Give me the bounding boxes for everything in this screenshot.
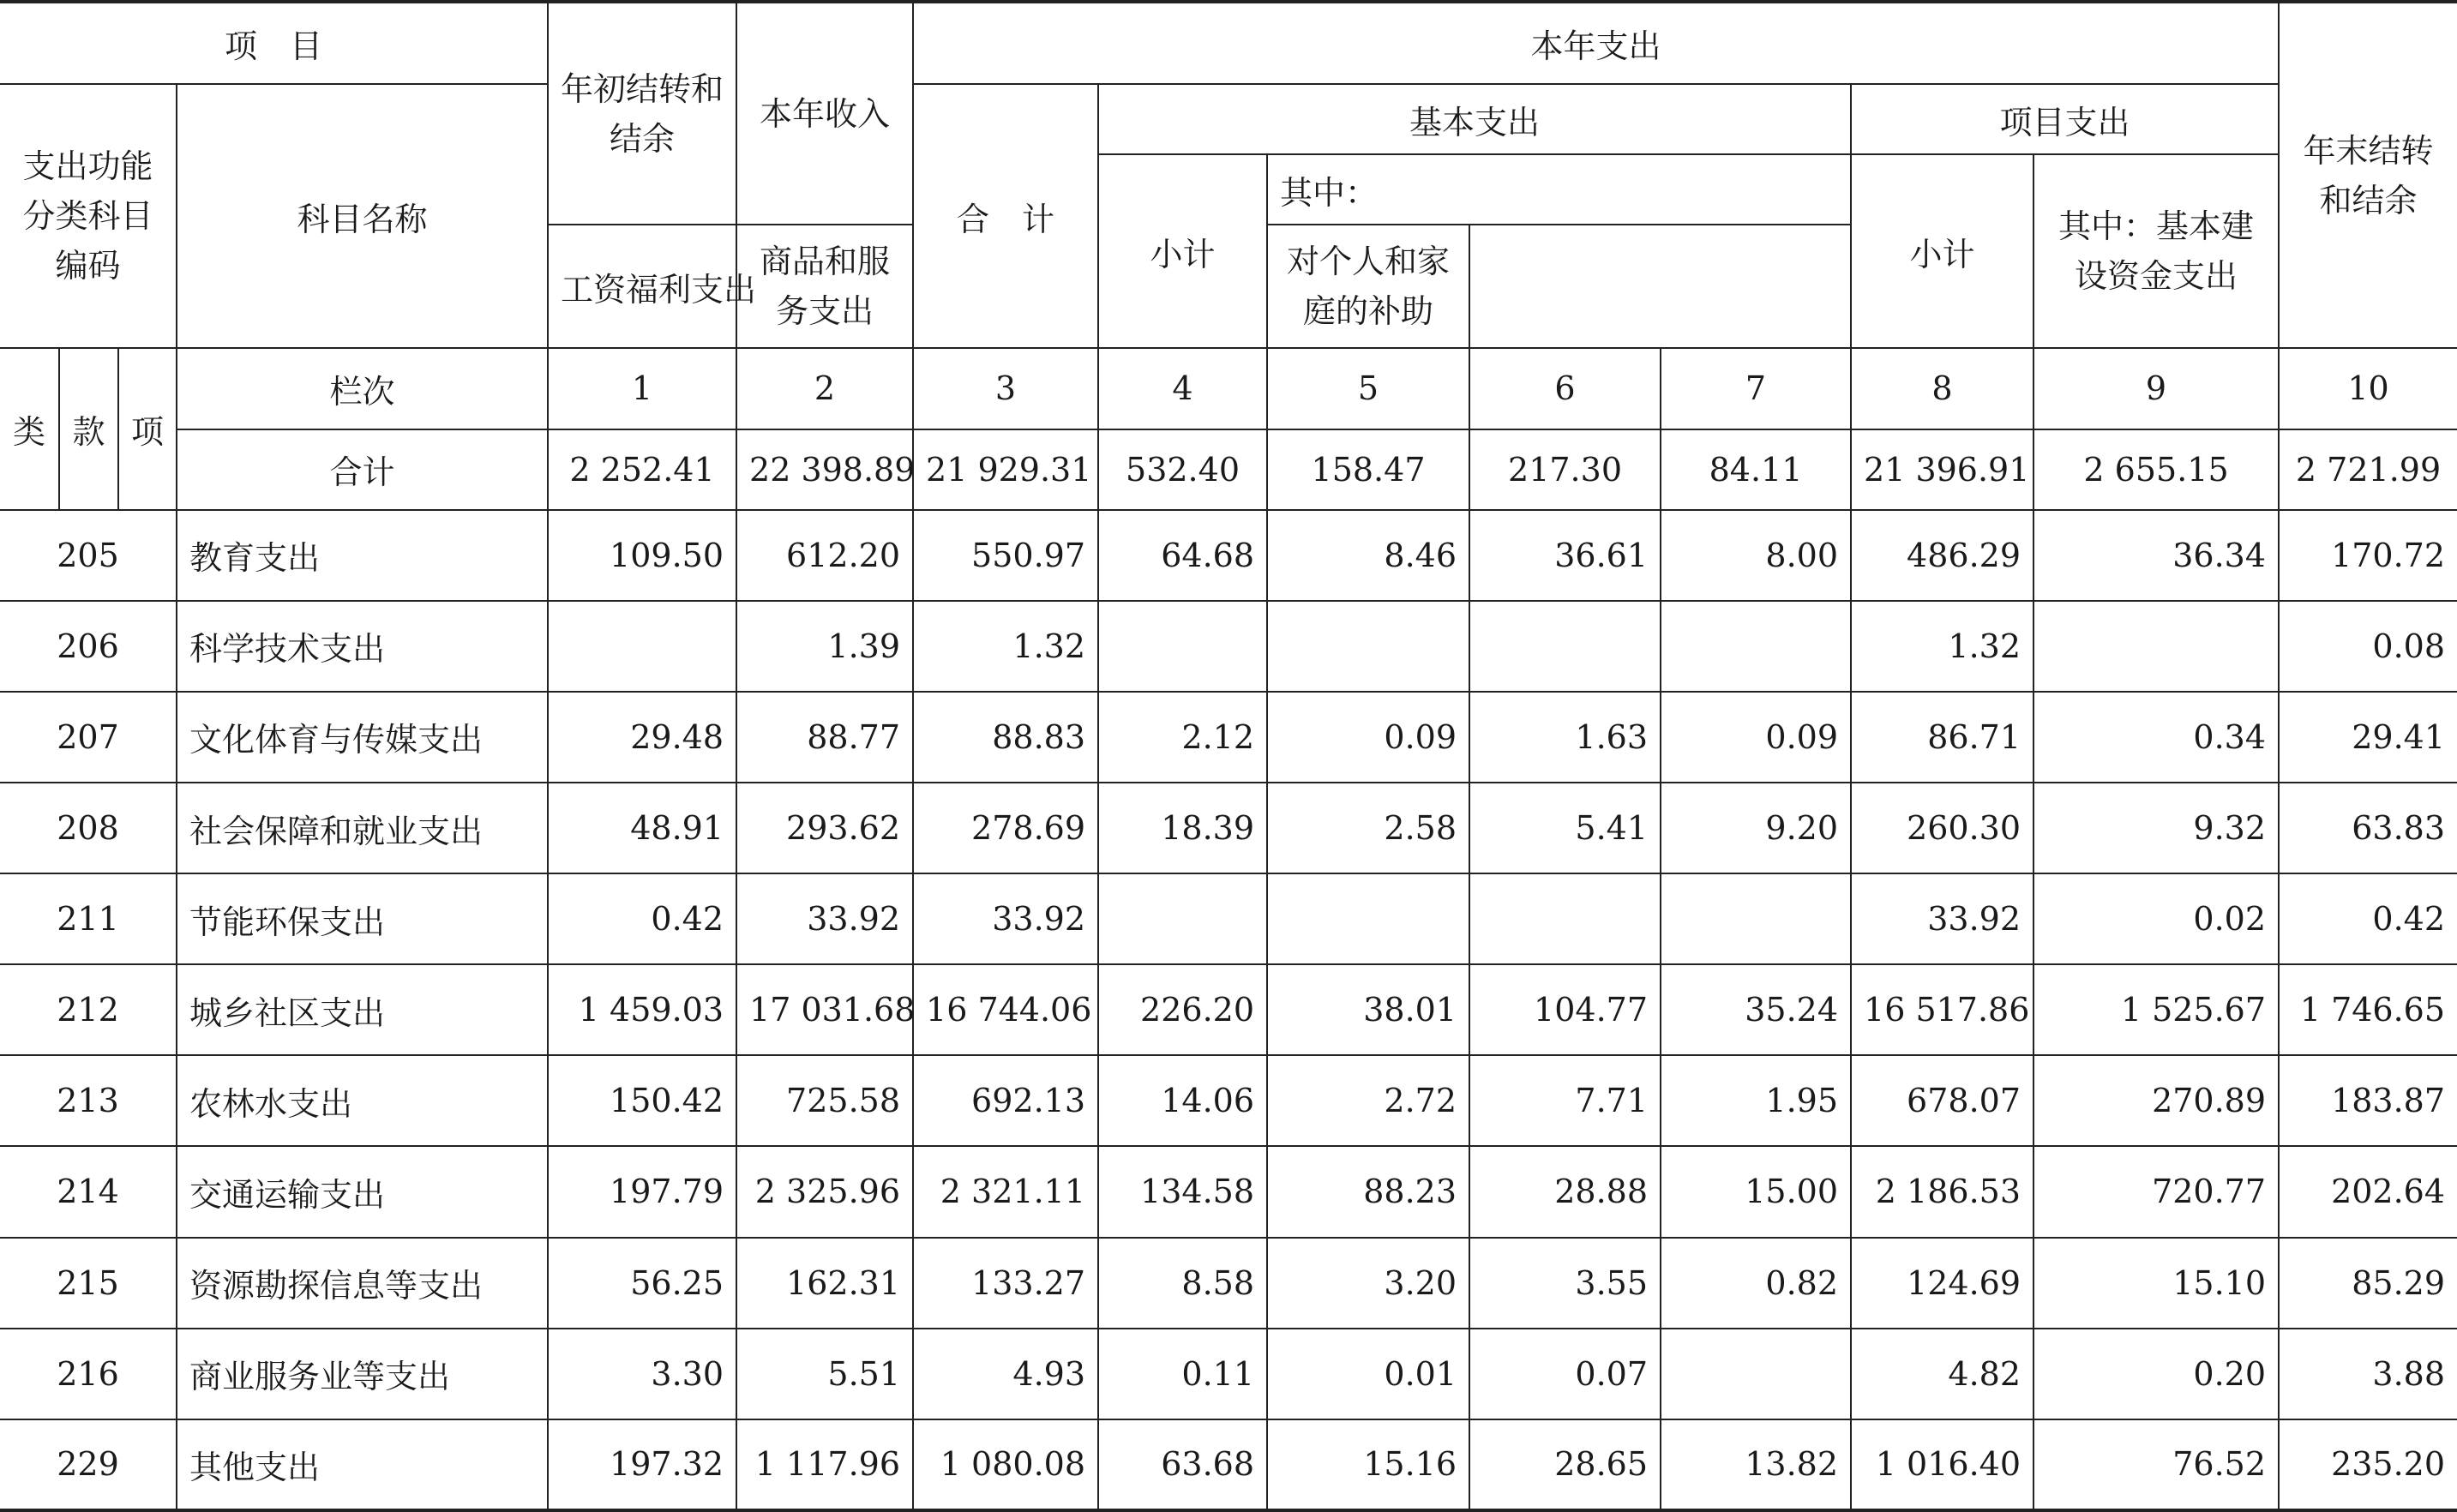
row-value: [1661, 873, 1851, 964]
row-value: 8.58: [1098, 1238, 1267, 1329]
header-column-index: 栏次: [177, 348, 548, 429]
row-code: 208: [0, 783, 177, 873]
total-value: 217.30: [1469, 429, 1661, 510]
table-row: [0, 964, 2457, 1055]
row-value: 162.31: [736, 1238, 913, 1329]
row-value: 5.41: [1469, 783, 1661, 873]
row-value: 28.65: [1469, 1419, 1661, 1510]
header-goods-services: 商品和服务支出: [736, 225, 913, 348]
header-current-income: 本年收入: [736, 2, 913, 225]
row-value: 692.13: [913, 1055, 1098, 1146]
row-value: 202.64: [2279, 1146, 2457, 1237]
row-value: [1469, 873, 1661, 964]
table-row: [0, 783, 2457, 873]
row-value: 9.20: [1661, 783, 1851, 873]
row-value: 14.06: [1098, 1055, 1267, 1146]
column-number: 7: [1661, 348, 1851, 429]
row-value: 720.77: [2033, 1146, 2279, 1237]
row-value: 9.32: [2033, 783, 2279, 873]
header-current-expense: 本年支出: [913, 2, 2279, 84]
row-value: 1 080.08: [913, 1419, 1098, 1510]
table-row: [0, 1146, 2457, 1237]
row-value: 4.82: [1851, 1329, 2033, 1419]
row-code: 211: [0, 873, 177, 964]
row-name: 农林水支出: [177, 1055, 548, 1146]
row-value: 28.88: [1469, 1146, 1661, 1237]
row-value: 0.34: [2033, 692, 2279, 783]
row-value: 16 744.06: [913, 964, 1098, 1055]
row-value: 678.07: [1851, 1055, 2033, 1146]
row-value: 109.50: [548, 510, 736, 601]
row-value: 0.42: [548, 873, 736, 964]
row-name: 城乡社区支出: [177, 964, 548, 1055]
column-number: 8: [1851, 348, 2033, 429]
row-value: 0.11: [1098, 1329, 1267, 1419]
row-value: 0.20: [2033, 1329, 2279, 1419]
row-value: 7.71: [1469, 1055, 1661, 1146]
header-class: 类: [0, 348, 59, 509]
row-value: 33.92: [913, 873, 1098, 964]
row-value: 124.69: [1851, 1238, 2033, 1329]
row-value: 0.09: [1661, 692, 1851, 783]
row-value: 85.29: [2279, 1238, 2457, 1329]
row-value: 2.58: [1267, 783, 1469, 873]
header-opening-balance: 年初结转和结余: [548, 2, 736, 225]
row-value: 33.92: [1851, 873, 2033, 964]
row-value: 16 517.86: [1851, 964, 2033, 1055]
table-row: [0, 692, 2457, 783]
row-code: 206: [0, 601, 177, 692]
column-number: 3: [913, 348, 1098, 429]
row-value: 260.30: [1851, 783, 2033, 873]
row-value: 88.77: [736, 692, 913, 783]
total-label: 合计: [177, 429, 548, 510]
row-value: 64.68: [1098, 510, 1267, 601]
row-value: [1267, 601, 1469, 692]
row-value: 2 321.11: [913, 1146, 1098, 1237]
total-value: 158.47: [1267, 429, 1469, 510]
row-value: 183.87: [2279, 1055, 2457, 1146]
row-value: 88.23: [1267, 1146, 1469, 1237]
row-value: 0.01: [1267, 1329, 1469, 1419]
row-value: 1.39: [736, 601, 913, 692]
row-value: 170.72: [2279, 510, 2457, 601]
row-value: 13.82: [1661, 1419, 1851, 1510]
row-value: 29.41: [2279, 692, 2457, 783]
row-value: 1.95: [1661, 1055, 1851, 1146]
table-row: [0, 1238, 2457, 1329]
row-name: 节能环保支出: [177, 873, 548, 964]
total-value: 21 929.31: [913, 429, 1098, 510]
row-name: 社会保障和就业支出: [177, 783, 548, 873]
row-value: 3.55: [1469, 1238, 1661, 1329]
row-value: 48.91: [548, 783, 736, 873]
header-salary: 工资福利支出: [548, 225, 736, 348]
row-value: 15.16: [1267, 1419, 1469, 1510]
row-value: 56.25: [548, 1238, 736, 1329]
row-name: 文化体育与传媒支出: [177, 692, 548, 783]
row-value: 104.77: [1469, 964, 1661, 1055]
header-capital-construction: 其中：基本建设资金支出: [2033, 154, 2279, 348]
total-value: 532.40: [1098, 429, 1267, 510]
row-value: 0.82: [1661, 1238, 1851, 1329]
header-of-which: 其中：: [1267, 154, 1851, 225]
column-index-row: [0, 348, 2457, 429]
row-value: 1 459.03: [548, 964, 736, 1055]
column-number: 6: [1469, 348, 1661, 429]
row-value: 5.51: [736, 1329, 913, 1419]
row-code: 214: [0, 1146, 177, 1237]
header-row-1: [0, 2, 2457, 84]
row-value: 1 746.65: [2279, 964, 2457, 1055]
row-value: 293.62: [736, 783, 913, 873]
row-value: 88.83: [913, 692, 1098, 783]
row-value: 1.32: [913, 601, 1098, 692]
row-value: 270.89: [2033, 1055, 2279, 1146]
column-number: 9: [2033, 348, 2279, 429]
row-code: 207: [0, 692, 177, 783]
row-value: 612.20: [736, 510, 913, 601]
row-value: 0.02: [2033, 873, 2279, 964]
row-value: 29.48: [548, 692, 736, 783]
row-value: [1661, 601, 1851, 692]
row-code: 213: [0, 1055, 177, 1146]
row-name: 其他支出: [177, 1419, 548, 1510]
header-project-expense: 项目支出: [1851, 84, 2279, 154]
row-value: 18.39: [1098, 783, 1267, 873]
total-value: 21 396.91: [1851, 429, 2033, 510]
row-value: 36.61: [1469, 510, 1661, 601]
total-value: 2 721.99: [2279, 429, 2457, 510]
row-value: 1 525.67: [2033, 964, 2279, 1055]
row-value: [1661, 1329, 1851, 1419]
row-value: 278.69: [913, 783, 1098, 873]
row-value: [1267, 873, 1469, 964]
table-row: [0, 601, 2457, 692]
column-number: 10: [2279, 348, 2457, 429]
row-name: 商业服务业等支出: [177, 1329, 548, 1419]
row-name: 交通运输支出: [177, 1146, 548, 1237]
row-value: 235.20: [2279, 1419, 2457, 1510]
row-value: 1 016.40: [1851, 1419, 2033, 1510]
total-value: 2 655.15: [2033, 429, 2279, 510]
row-value: 486.29: [1851, 510, 2033, 601]
row-value: 226.20: [1098, 964, 1267, 1055]
total-value: 2 252.41: [548, 429, 736, 510]
header-total: 合 计: [913, 84, 1098, 348]
row-value: 134.58: [1098, 1146, 1267, 1237]
row-value: [548, 601, 736, 692]
row-name: 资源勘探信息等支出: [177, 1238, 548, 1329]
row-value: 63.83: [2279, 783, 2457, 873]
column-number: 5: [1267, 348, 1469, 429]
row-value: 2.72: [1267, 1055, 1469, 1146]
header-basic-expense: 基本支出: [1098, 84, 1851, 154]
row-value: 15.10: [2033, 1238, 2279, 1329]
row-value: 2.12: [1098, 692, 1267, 783]
table-row: [0, 1419, 2457, 1510]
row-value: 8.46: [1267, 510, 1469, 601]
row-value: 0.07: [1469, 1329, 1661, 1419]
total-value: 22 398.89: [736, 429, 913, 510]
row-value: 197.79: [548, 1146, 736, 1237]
row-value: 0.08: [2279, 601, 2457, 692]
row-value: 4.93: [913, 1329, 1098, 1419]
row-value: 0.09: [1267, 692, 1469, 783]
row-value: 1.32: [1851, 601, 2033, 692]
row-code: 205: [0, 510, 177, 601]
header-func-code: 支出功能分类科目编码: [0, 84, 177, 348]
row-value: 133.27: [913, 1238, 1098, 1329]
row-value: 3.20: [1267, 1238, 1469, 1329]
row-value: 33.92: [736, 873, 913, 964]
row-value: 86.71: [1851, 692, 2033, 783]
row-value: 197.32: [548, 1419, 736, 1510]
header-item: 项 目: [0, 2, 548, 84]
row-value: 36.34: [2033, 510, 2279, 601]
header-basic-subtotal: 小计: [1098, 154, 1267, 348]
row-value: [1098, 873, 1267, 964]
column-number: 4: [1098, 348, 1267, 429]
row-value: 150.42: [548, 1055, 736, 1146]
row-name: 科学技术支出: [177, 601, 548, 692]
row-name: 教育支出: [177, 510, 548, 601]
table-row: [0, 873, 2457, 964]
row-code: 229: [0, 1419, 177, 1510]
row-value: [1469, 601, 1661, 692]
total-value: 84.11: [1661, 429, 1851, 510]
row-value: 2 325.96: [736, 1146, 913, 1237]
table-row: [0, 1055, 2457, 1146]
row-value: 3.88: [2279, 1329, 2457, 1419]
row-value: [1098, 601, 1267, 692]
row-value: 17 031.68: [736, 964, 913, 1055]
table-row: [0, 1329, 2457, 1419]
header-row-2: [0, 84, 2457, 154]
row-value: 0.42: [2279, 873, 2457, 964]
header-subject-name: 科目名称: [177, 84, 548, 348]
row-value: 725.58: [736, 1055, 913, 1146]
header-section: 款: [59, 348, 118, 509]
total-row: [0, 429, 2457, 510]
row-value: 63.68: [1098, 1419, 1267, 1510]
row-value: [2033, 601, 2279, 692]
row-value: 550.97: [913, 510, 1098, 601]
row-value: 1.63: [1469, 692, 1661, 783]
header-personal-subsidy: 对个人和家庭的补助: [1267, 225, 1469, 348]
row-value: 1 117.96: [736, 1419, 913, 1510]
row-value: 15.00: [1661, 1146, 1851, 1237]
row-code: 215: [0, 1238, 177, 1329]
row-code: 212: [0, 964, 177, 1055]
row-code: 216: [0, 1329, 177, 1419]
header-project-subtotal: 小计: [1851, 154, 2033, 348]
data-rows: [0, 510, 2457, 1510]
row-value: 35.24: [1661, 964, 1851, 1055]
header-item-col: 项: [118, 348, 177, 509]
header-closing-balance: 年末结转和结余: [2279, 2, 2457, 348]
row-value: 76.52: [2033, 1419, 2279, 1510]
row-value: 3.30: [548, 1329, 736, 1419]
column-number: 1: [548, 348, 736, 429]
table-row: [0, 510, 2457, 601]
row-value: 8.00: [1661, 510, 1851, 601]
column-number: 2: [736, 348, 913, 429]
row-value: 2 186.53: [1851, 1146, 2033, 1237]
row-value: 38.01: [1267, 964, 1469, 1055]
